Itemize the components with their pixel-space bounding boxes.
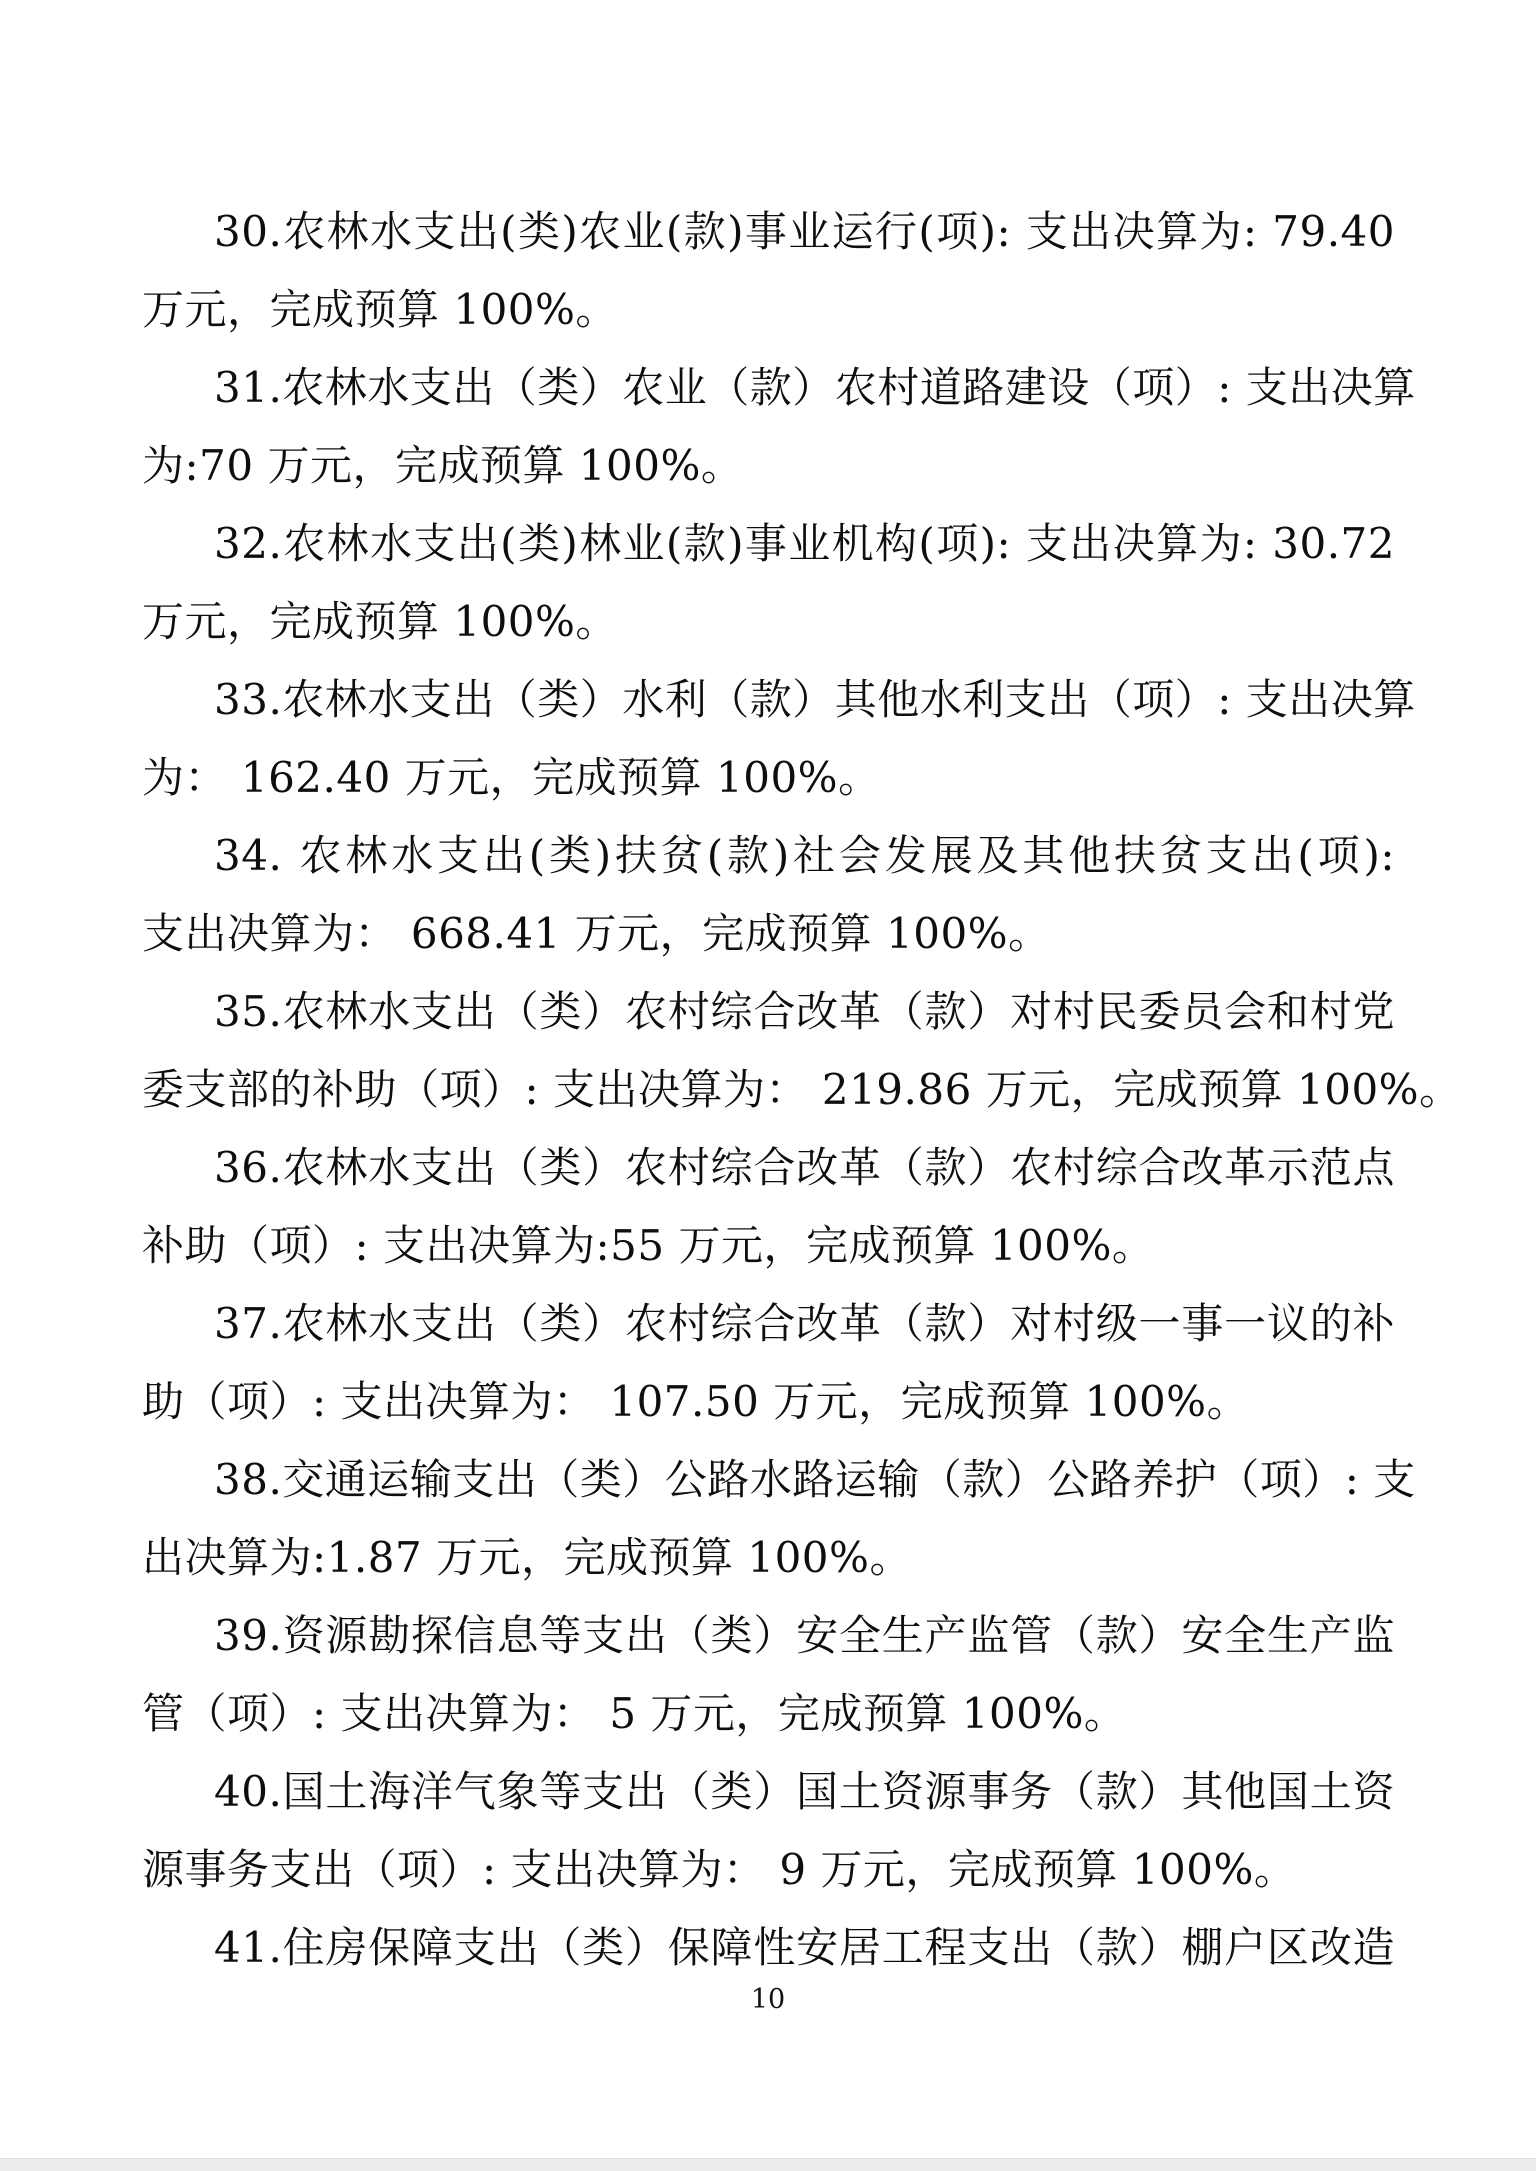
doc-line-item39-1: 39.资源勘探信息等支出（类）安全生产监管（款）安全生产监 bbox=[214, 1611, 1395, 1660]
doc-line-item40-2: 源事务支出（项）: 支出决算为： 9 万元，完成预算 100%。 bbox=[142, 1845, 1297, 1894]
doc-line-item41-1: 41.住房保障支出（类）保障性安居工程支出（款）棚户区改造 bbox=[214, 1923, 1395, 1972]
doc-line-item35-2: 委支部的补助（项）: 支出决算为： 219.86 万元，完成预算 100%。 bbox=[142, 1065, 1462, 1114]
doc-line-item39-2: 管（项）: 支出决算为： 5 万元，完成预算 100%。 bbox=[142, 1689, 1127, 1738]
page-number: 10 bbox=[750, 1984, 786, 2015]
doc-line-item30-2: 万元，完成预算 100%。 bbox=[142, 285, 618, 334]
doc-line-item32-2: 万元，完成预算 100%。 bbox=[142, 597, 618, 646]
doc-line-item34-1: 34. 农林水支出(类)扶贫(款)社会发展及其他扶贫支出(项): bbox=[214, 831, 1395, 880]
viewport-bottom-edge bbox=[0, 2158, 1536, 2171]
doc-line-item31-1: 31.农林水支出（类）农业（款）农村道路建设（项）: 支出决算 bbox=[214, 363, 1416, 412]
doc-line-item33-1: 33.农林水支出（类）水利（款）其他水利支出（项）: 支出决算 bbox=[214, 675, 1416, 724]
doc-line-item32-1: 32.农林水支出(类)林业(款)事业机构(项): 支出决算为: 30.72 bbox=[214, 519, 1395, 568]
doc-line-item34-2: 支出决算为： 668.41 万元，完成预算 100%。 bbox=[142, 909, 1051, 958]
doc-line-item36-2: 补助（项）: 支出决算为:55 万元，完成预算 100%。 bbox=[142, 1221, 1155, 1270]
doc-line-item35-1: 35.农林水支出（类）农村综合改革（款）对村民委员会和村党 bbox=[214, 987, 1395, 1036]
text-block bbox=[142, 193, 1462, 1987]
doc-line-item38-1: 38.交通运输支出（类）公路水路运输（款）公路养护（项）: 支 bbox=[214, 1455, 1416, 1504]
doc-line-item36-1: 36.农林水支出（类）农村综合改革（款）农村综合改革示范点 bbox=[214, 1143, 1395, 1192]
doc-line-item40-1: 40.国土海洋气象等支出（类）国土资源事务（款）其他国土资 bbox=[214, 1767, 1395, 1816]
doc-line-item37-1: 37.农林水支出（类）农村综合改革（款）对村级一事一议的补 bbox=[214, 1299, 1395, 1348]
doc-line-item38-2: 出决算为:1.87 万元，完成预算 100%。 bbox=[142, 1533, 912, 1582]
doc-line-item33-2: 为： 162.40 万元，完成预算 100%。 bbox=[142, 753, 881, 802]
doc-line-item37-2: 助（项）: 支出决算为： 107.50 万元，完成预算 100%。 bbox=[142, 1377, 1250, 1426]
doc-line-item31-2: 为:70 万元，完成预算 100%。 bbox=[142, 441, 744, 490]
doc-line-item30-1: 30.农林水支出(类)农业(款)事业运行(项): 支出决算为: 79.40 bbox=[214, 207, 1395, 256]
